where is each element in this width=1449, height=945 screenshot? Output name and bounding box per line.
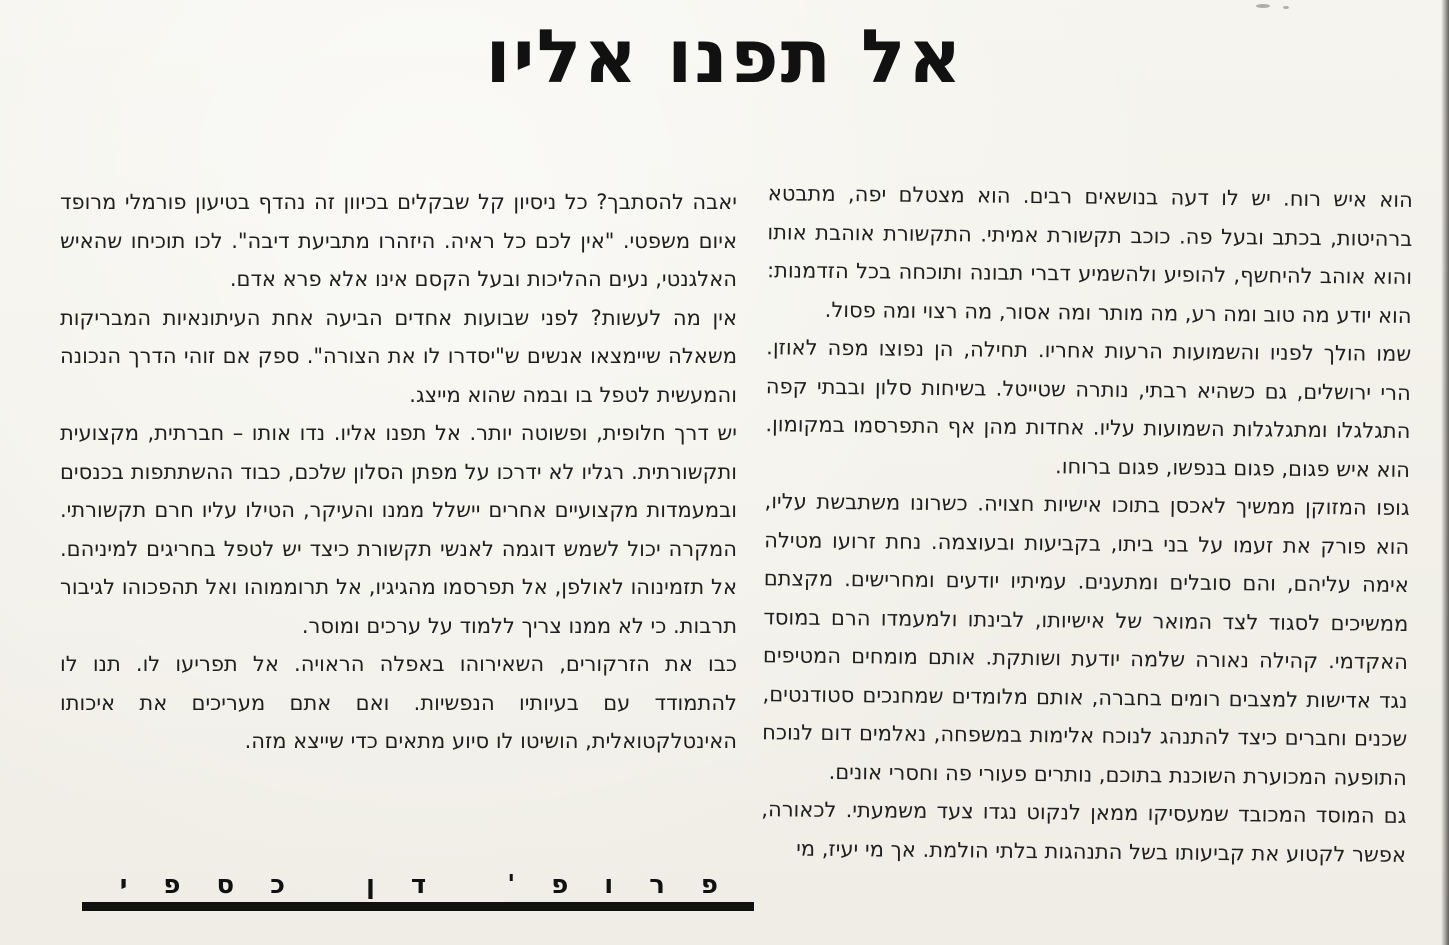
right-text-column bbox=[760, 174, 1413, 941]
paragraph: שמו הולך לפניו והשמועות הרעות אחריו. תחילה, הן נפוצו מפה לאוזן. הרי ירושלים, גם כשהיא רבתי, נותרה שטייטל. בשיחות סלון ובבתי קפה התגלגלו ומתגלגלות השמועות עליו. אחדות מהן אף התפרסמו במקומון. הוא איש פגום, פגום בנפשו, פגום ברוחו. bbox=[765, 335, 1412, 482]
page-edge-shadow bbox=[1441, 0, 1449, 945]
paragraph: יאבה להסתבך? כל ניסיון קל שבקלים בכיוון זה נהדף בטיעון פורמלי מרופד איום משפטי. "אין לכם כל ראיה. היזהרו מתביעת דיבה". לכו תוכיחו שהאיש האלגנטי, נעים ההליכות ובעל הקסם אינו אלא פרא אדם. bbox=[60, 190, 737, 291]
paragraph: הוא איש רוח. יש לו דעה בנושאים רבים. הוא מצטלם יפה, מתבטא ברהיטות, בכתב ובעל פה. כוכב תקשורת אמיתי. התקשורת אוהבת אותו והוא אוהב להיחשף, להופיע ולהשמיע דברי תבונה ותוכחה בכל הזדמנות: הוא יודע מה טוב ומה רע, מה מותר ומה אסור, מה רצוי ומה פסול. bbox=[766, 181, 1413, 328]
article-title: אל תפנו אליו bbox=[485, 14, 964, 100]
left-text-column bbox=[60, 183, 737, 833]
print-speck bbox=[1256, 4, 1270, 8]
print-speck bbox=[1283, 6, 1289, 9]
paragraph: יש דרך חלופית, ופשוטה יותר. אל תפנו אליו. נדו אותו – חברתית, מקצועית ותקשורתית. רגליו לא ידרכו על מפתן הסלון שלכם, כבוד ההשתתפות בכנסים ובמעמדות מקצועיים אחרים יישלל ממנו והעיקר, הטילו עליו חרם תקשורתי. המקרה יכול לשמש דוגמה לאנשי תקשורת כיצד יש לטפל בחריגים למיניהם. אל תזמינוהו לאולפן, אל תפרסמו מהגיגיו, אל תרוממוהו ואל תהפכוהו לגיבור תרבות. כי לא ממנו צריך ללמוד על ערכים ומוסר. bbox=[60, 421, 737, 638]
byline-underline bbox=[82, 902, 754, 911]
paragraph: אין מה לעשות? לפני שבועות אחדים הביעה אחת העיתונאיות המבריקות משאלה שיימצאו אנשים ש"יסדרו לו את הצורה". ספק אם זוהי הדרך הנכונה והמעשית לטפל בו ובמה שהוא מייצג. bbox=[60, 305, 737, 407]
paragraph: גם המוסד המכובד שמעסיקו ממאן לנקוט נגדו צעד משמעתי. לכאורה, אפשר לקטוע את קביעותו בשל התנהגות בלתי הולמת. אך מי יעיז, מי bbox=[761, 797, 1407, 867]
paragraph: גופו המזוקן ממשיך לאכסן בתוכו אישיות חצויה. כשרונו משתבשת עליו, הוא פורק את זעמו על בני ביתו, בקביעות ובעוצמה. נחת זרועו מטילה אימה עליהם, והם סובלים ומתענים. עמיתיו יודעים ומחרישים. מקצתם ממשיכים לסגוד לצד המואר של אישיותו, לבינתו ולמעמדו הרם במוסד האקדמי. קהילה נאורה שלמה יודעת ושותקת. אותם מומחים המטיפים נגד אדישות למצבים רומים בחברה, אותם מלומדים שמחנכים סטודנטים, שכנים וחברים כיצד להתנהג לנוכח אלימות במשפחה, נאלמים דום לנוכח התופעה המכוערת השוכנת בתוכם, נותרים פעורי פה וחסרי אונים. bbox=[762, 489, 1410, 790]
paragraph: כבו את הזרקורים, השאירוהו באפלה הראויה. אל תפריעו לו. תנו לו להתמודד עם בעיותיו הנפשיות. ואם אתם מעריכים את איכותו האינטלקטואלית, הושיטו לו סיוע מתאים כדי שייצא מזה. bbox=[60, 652, 737, 753]
author-byline: פרופ' דן כספי bbox=[119, 870, 754, 900]
